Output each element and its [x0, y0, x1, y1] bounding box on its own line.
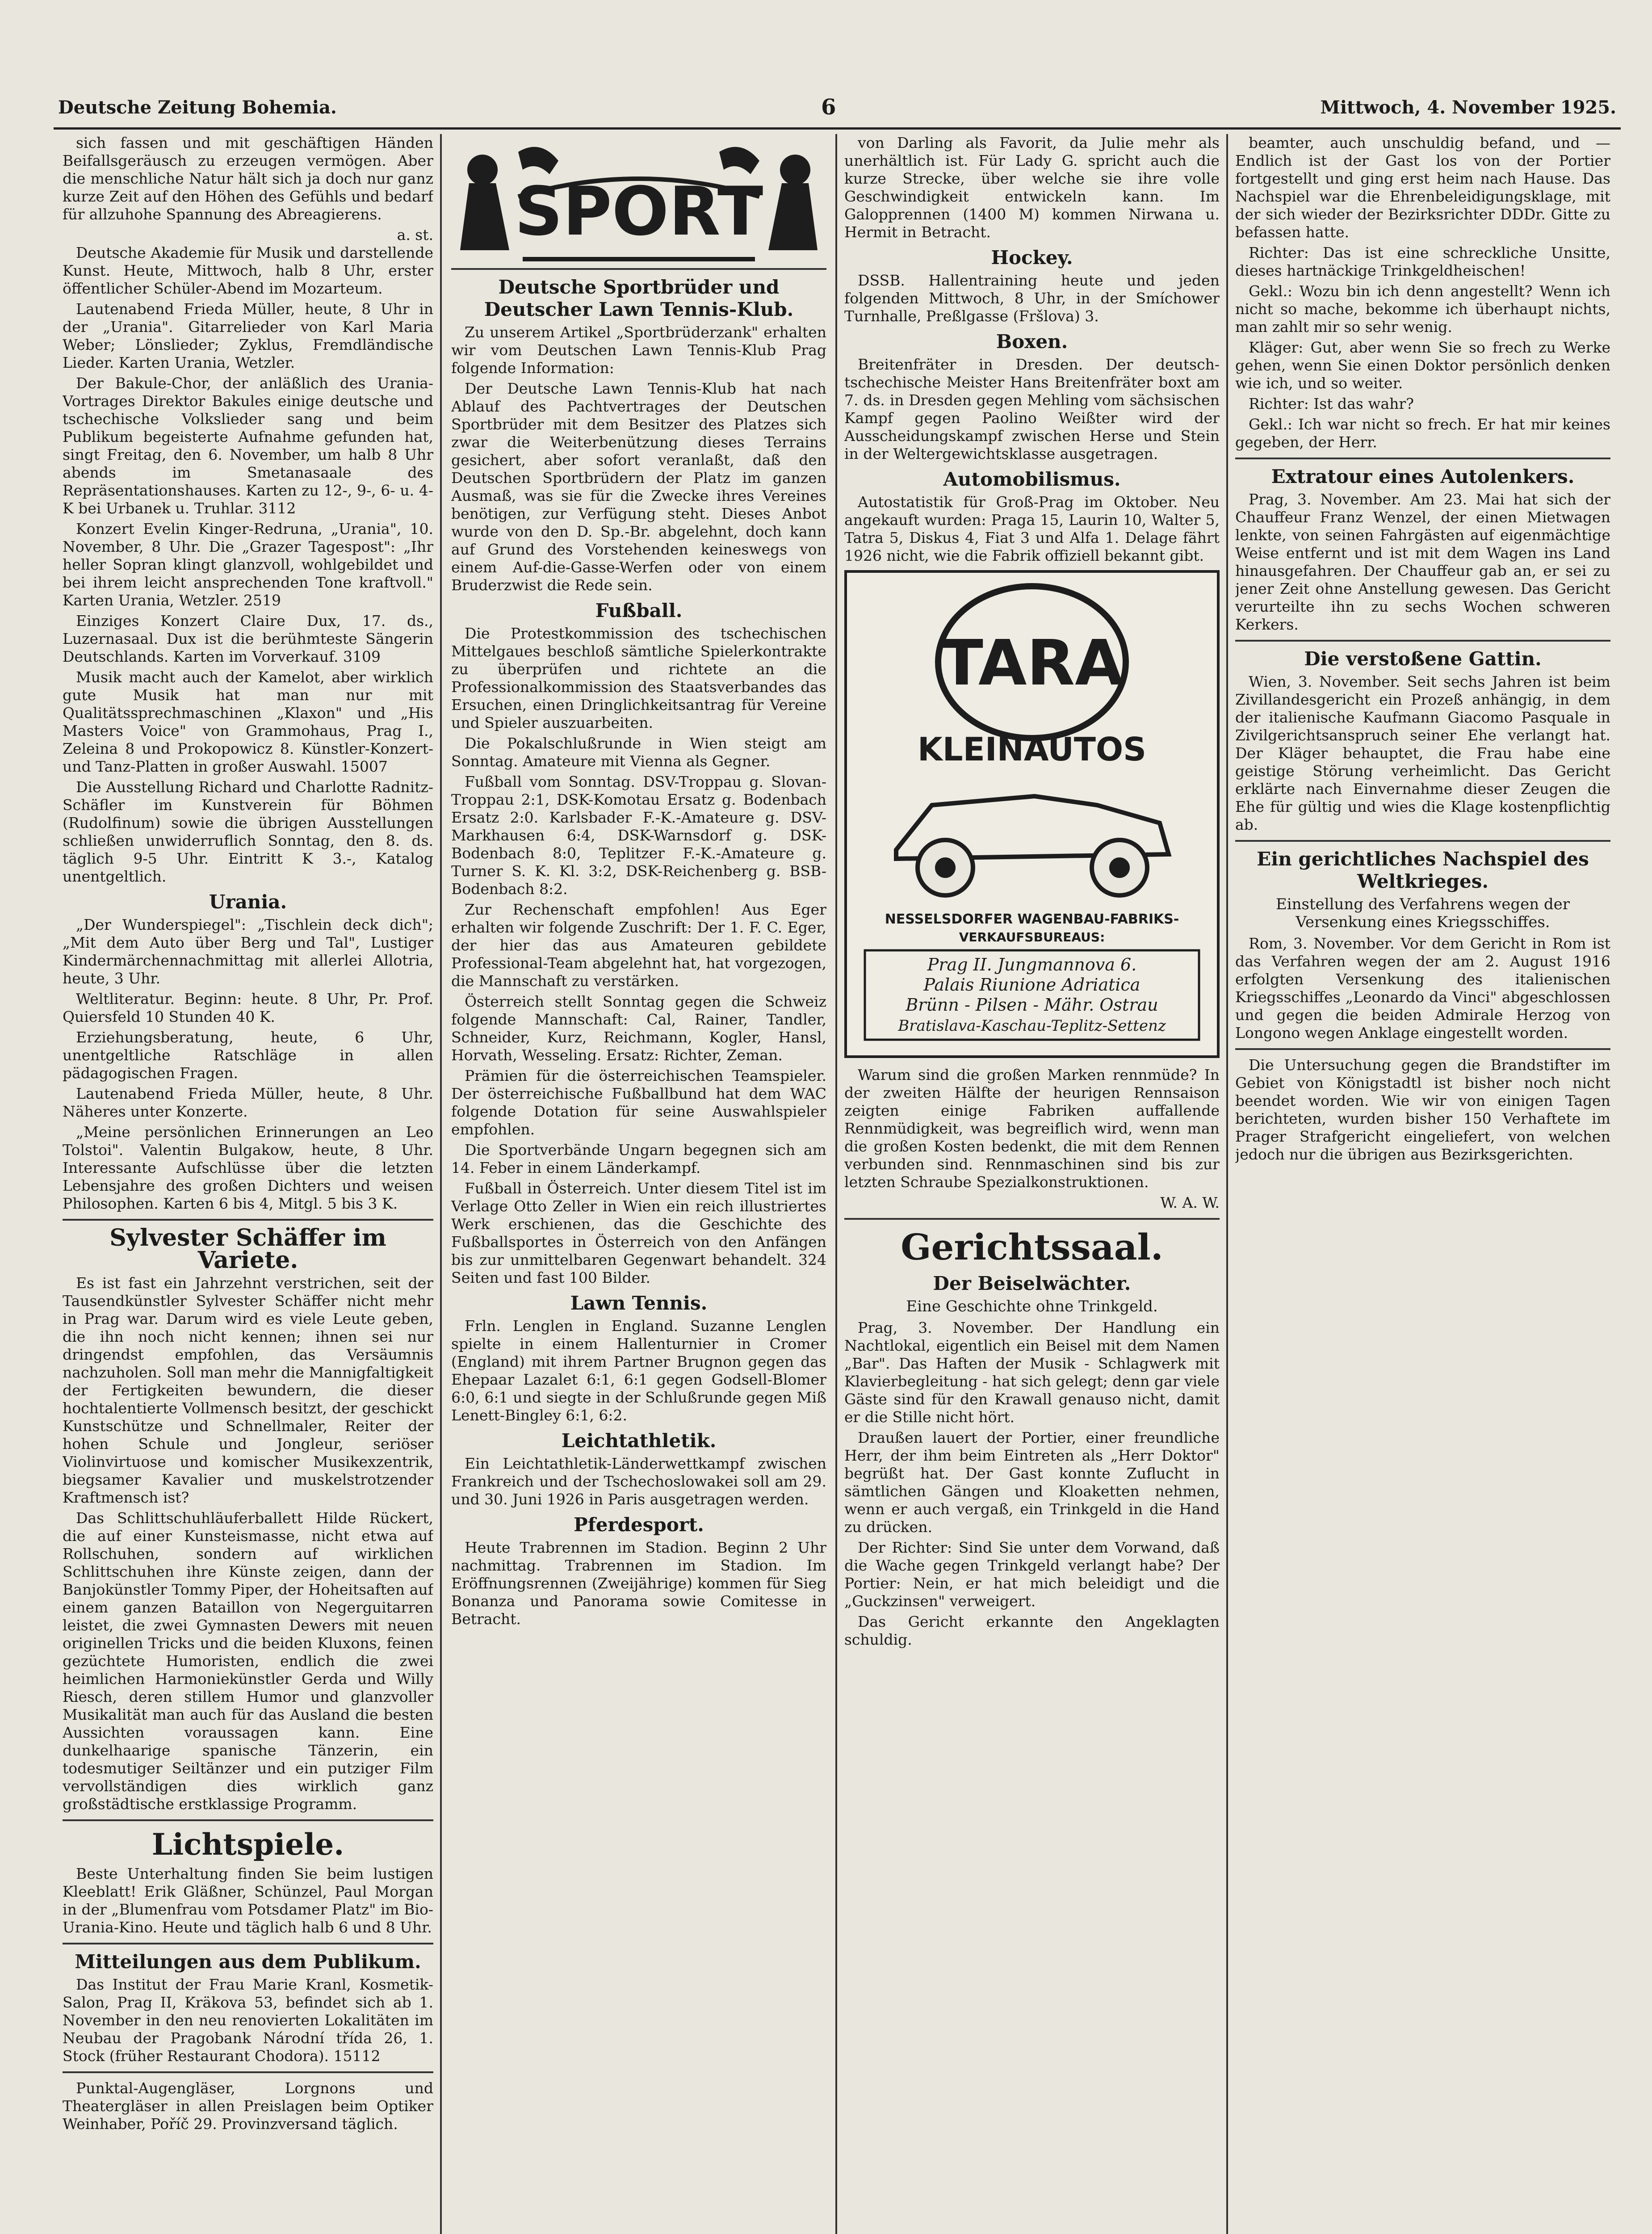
beisel-paragraph: Das Gericht erkannte den Angeklagten schuldig.	[844, 1613, 1220, 1648]
tara-address-2: Palais Riunione Adriatica	[923, 975, 1140, 995]
schaeffer-paragraph: Das Schlittschuhläuferballett Hilde Rückert, die auf einer Kunsteismasse, nicht etwa auf Rollschuhen, sondern auf wirklichen Schlittschuhen ihre Künste zeigen, dann der Banjokünstler Tommy Piper, der Hoheitsaften auf einem ganzen Bataillon von Negerguitarren leistet, die zwei Gymnasten Dewers mit neuen originellen Tricks und die beiden Kluxons, feinen gezüchtete Humoristen, endlich die zwei heimlichen Harmoniekünstler Gerda und Willy Riesch, deren stillem Humor und glanzvoller Musikalität man auch für das Ausland die besten Aussichten voraussagen kann. Eine dunkelhaarige spanische Tänzerin, ein todesmutiger Seiltänzer und ein putziger Film vervollständigen dies wirklich ganz großstädtische erstklassige Programm.	[63, 1509, 433, 1813]
tara-ad-illustration	[847, 573, 1217, 1050]
beisel-continued: beamter, auch unschuldig befand, und — Endlich ist der Gast los von der Portier fortgestellt und ging erst heim nach Hause. Das Nachspiel war die Ehrenbeleidigungsklage, mit der sich wieder der Bezirksrichter DDDr. Gitte zu befassen hatte.	[1235, 134, 1610, 241]
nachspiel-subheading: Einstellung des Verfahrens wegen der Versenkung eines Kriegsschiffes.	[1275, 895, 1570, 931]
mitteilungen-text: Das Institut der Frau Marie Kranl, Kosmetik-Salon, Prag II, Kräkova 53, befindet sich ab 1. November in den neu renovierten Lokalitäten im Neubau der Pragobank Národní třída 26, 1. Stock (früher Restaurant Chodora). 15112	[63, 1976, 433, 2065]
lichtspiele-heading: Lichtspiele.	[151, 1827, 344, 1862]
court-dialog-line: Gekl.: Wozu bin ich denn angestellt? Wenn ich nicht so mache, bekomme ich überhaupt nichts, man zahlt mir so sehr wenig.	[1235, 282, 1610, 336]
hockey-heading: Hockey.	[991, 247, 1073, 269]
beisel-paragraph: Draußen lauert der Portier, einer freundliche Herr, der ihm beim Eintreten als „Herr Doktor" begrüßt hat. Der Gast konnte Zuflucht in sämtlichen Gängen und Kloaketten nehmen, wenn er auch vergaß, ein Trinkgeld in die Hand zu drücken.	[844, 1429, 1220, 1536]
sport-banner-word: SPORT	[514, 173, 763, 251]
leichtathletik-text: Ein Leichtathletik-Länderwettkampf zwischen Frankreich und der Tschechoslowakei soll am 29. und 30. Juni 1926 in Paris ausgetragen werden.	[451, 1455, 826, 1508]
urania-item: Lautenabend Frieda Müller, heute, 8 Uhr. Näheres unter Konzerte.	[63, 1085, 433, 1120]
marken-text: Warum sind die großen Marken rennmüde? In der zweiten Hälfte der heurigen Rennsaison zeigten einige Fabriken auffallende Rennmüdigkeit, was begreiflich wird, wenn man die großen Kosten bedenkt, die mit dem Rennen verbunden sind. Rennmaschinen sind bis zur letzten Schraube Spezialkonstruktionen.	[844, 1066, 1220, 1191]
auto-heading: Automobilismus.	[943, 468, 1121, 490]
fussball-heading: Fußball.	[595, 600, 683, 621]
tara-address-3: Brünn - Pilsen - Mähr. Ostrau	[906, 995, 1158, 1015]
lawn-paragraph: Der Deutsche Lawn Tennis-Klub hat nach Ablauf des Pachtvertrages der Deutschen Sportbrüder mit dem Besitzer des Platzes sich zwar die Weiterbenützung dieses Terrains gesichert, aber sofort veranlaßt, daß den Deutschen Sportbrüdern der Platz im ganzen Ausmaß, was sie für die Zwecke ihres Vereines benötigen, zur Verfügung steht. Dieses Anbot wurde von den D. Sp.-Br. abgelehnt, doch kann auf Grund des Vorstehenden keineswegs von einem Auf-die-Gasse-Werfen oder von einem Bruderzwist die Rede sein.	[451, 380, 826, 594]
sport-banner-illustration	[451, 134, 826, 268]
section-rule	[63, 2071, 433, 2073]
section-rule	[1235, 458, 1610, 459]
boxen-heading: Boxen.	[996, 331, 1068, 353]
extratour-heading: Extratour eines Autolenkers.	[1271, 466, 1575, 487]
section-rule	[1235, 840, 1610, 842]
nachspiel-text: Rom, 3. November. Vor dem Gericht in Rom ist das Verfahren wegen der am 2. August 1916 erfolgten Versenkung des italienischen Kriegsschiffes „Leonardo da Vinci" abgeschlossen und gegen die beiden Admirale Herzog von Longono wegen Anklage eingestellt worden.	[1235, 935, 1610, 1041]
masthead-left: Deutsche Zeitung Bohemia.	[58, 97, 337, 118]
urania-item: Erziehungsberatung, heute, 6 Uhr, unentgeltliche Ratschläge in allen pädagogischen Fragen.	[63, 1029, 433, 1082]
section-rule	[63, 1219, 433, 1221]
marken-signature: W. A. W.	[1160, 1194, 1220, 1211]
fussball-paragraph: Österreich stellt Sonntag gegen die Schweiz folgende Mannschaft: Cal, Rainer, Tandler, Schneider, Kurz, Reichmann, Kogler, Hansl, Horvath, Wesseling. Ersatz: Richter, Zeman.	[451, 993, 826, 1064]
notice: Lautenabend Frieda Müller, heute, 8 Uhr in der „Urania". Gitarrelieder von Karl Maria Weber; Lönslieder; Zyklus, Fremdländische Lieder. Karten Urania, Wetzler.	[63, 300, 433, 371]
urania-item: „Der Wunderspiegel": „Tischlein deck dich"; „Mit dem Auto über Berg und Tal", Lustiger Kindermärchennachmittag mit allerlei Allotria, heute, 3 Uhr.	[63, 916, 433, 987]
column-4	[1235, 134, 1610, 2234]
fussball-paragraph: Fußball in Österreich. Unter diesem Titel ist im Verlage Otto Zeller in Wien ein reich illustriertes Werk erschienen, das die Geschichte des Fußballsportes in Österreich von den Anfängen bis zur unmittelbaren Gegenwart behandelt. 324 Seiten und fast 100 Bilder.	[451, 1180, 826, 1286]
page-header	[58, 92, 1616, 123]
pferde-continued: von Darling als Favorit, da Julie mehr als unerhältlich ist. Für Lady G. spricht auch die kurze Strecke, über welche sie ihre volle Geschwindigkeit entwickeln kann. Im Galopprennen (1400 M) kommen Nirwana u. Hermit in Betracht.	[844, 134, 1220, 241]
court-dialog-line: Richter: Ist das wahr?	[1249, 395, 1414, 412]
column-divider	[1226, 134, 1228, 2234]
notice: Deutsche Akademie für Musik und darstellende Kunst. Heute, Mittwoch, halb 8 Uhr, erster öffentlicher Schüler-Abend im Mozarteum.	[63, 244, 433, 297]
section-rule	[844, 1218, 1220, 1220]
court-dialog-line: Richter: Das ist eine schreckliche Unsitte, dieses hartnäckige Trinkgeldheischen!	[1235, 244, 1610, 279]
gattin-heading: Die verstoßene Gattin.	[1304, 648, 1542, 670]
notice: Die Ausstellung Richard und Charlotte Radnitz-Schäfler im Kunstverein für Böhmen (Rudolfinum) sowie die übrigen Ausstellungen schließen unwiderruflich Sonntag, den 8. ds. täglich 9-5 Uhr. Eintritt K 3.-, Katalog unentgeltlich.	[63, 778, 433, 885]
column-2	[451, 134, 826, 2234]
notice: Musik macht auch der Kamelot, aber wirklich gute Musik hat man nur mit Qualitätssprechmaschinen „Klaxon" und „His Masters Voice" von Grammohaus, Prag I., Zeleina 8 und Prokopowicz 8. Künstler-Konzert- und Tanz-Platten in großer Auswahl. 15007	[63, 668, 433, 775]
masthead-right: Mittwoch, 4. November 1925.	[1320, 97, 1616, 118]
section-rule	[1235, 1048, 1610, 1050]
lawn-paragraph: Zu unserem Artikel „Sportbrüderzank" erhalten wir vom Deutschen Lawn Tennis-Klub Prag folgende Information:	[451, 323, 826, 377]
schaeffer-heading: Sylvester Schäffer im Variete.	[109, 1224, 386, 1274]
lawn-tennis-heading: Lawn Tennis.	[570, 1292, 708, 1314]
pferdesport-heading: Pferdesport.	[574, 1514, 704, 1536]
fussball-paragraph: Die Sportverbände Ungarn begegnen sich am 14. Feber in einem Länderkampf.	[451, 1141, 826, 1176]
page-number: 6	[821, 95, 836, 120]
extratour-text: Prag, 3. November. Am 23. Mai hat sich der Chauffeur Franz Wenzel, der einen Mietwagen lenkte, von seinen Fahrgästen auf eigenmächtige Weise entfernt und ist mit dem Wagen ins Land hinausgefahren. Der Chauffeur gab an, er sei zu jener Zeit ohne Anstellung gewesen. Das Gericht verurteilte ihn zu sechs Wochen schweren Kerkers.	[1235, 491, 1610, 633]
notice: Der Bakule-Chor, der anläßlich des Urania-Vortrages Direktor Bakules einige deutsche und tschechische Volkslieder sang und beim Publikum begeisterte Aufnahme gefunden hat, singt Freitag, den 6. November, um halb 8 Uhr abends im Smetanasaale des Repräsentationshauses. Karten zu 12-, 9-, 6- u. 4- K bei Urbanek u. Truhlar. 3112	[63, 374, 433, 517]
gerichtssaal-heading: Gerichtssaal.	[901, 1226, 1163, 1268]
mitteilungen-heading: Mitteilungen aus dem Publikum.	[75, 1951, 421, 1973]
review-signature: a. st.	[397, 226, 433, 244]
nachspiel-heading: Ein gerichtliches Nachspiel des Weltkrieges.	[1257, 848, 1589, 892]
lawn-heading: Deutsche Sportbrüder und Deutscher Lawn Tennis-Klub.	[484, 276, 794, 320]
optician-notice: Punktal-Augengläser, Lorgnons und Theatergläser in allen Preislagen beim Optiker Weinhaber, Poříč 29. Provinzversand täglich.	[63, 2079, 433, 2133]
tara-maker: NESSELSDORFER WAGENBAU-FABRIKS-	[885, 911, 1179, 927]
section-rule	[63, 1819, 433, 1821]
car-drawing	[896, 796, 1169, 895]
auto-text: Autostatistik für Groß-Prag im Oktober. Neu angekauft wurden: Praga 15, Laurin 10, Walter 5, Tatra 5, Diskus 4, Fiat 3 und Alfa 1. Delage fährt 1926 nicht, wie die Fabrik offiziell bekannt gibt.	[844, 493, 1220, 564]
section-heading-urania: Urania.	[209, 891, 287, 913]
urania-item: „Meine persönlichen Erinnerungen an Leo Tolstoi". Valentin Bulgakow, heute, 8 Uhr. Interessante Aufschlüsse über die letzten Lebensjahre des großen Dichters und weisen Philosophen. Karten 6 bis 4, Mitgl. 5 bis 3 K.	[63, 1123, 433, 1212]
fussball-paragraph: Prämien für die österreichischen Teamspieler. Der österreichische Fußballbund hat dem WAC folgende Dotation für seine Auswahlspieler empfohlen.	[451, 1067, 826, 1138]
beisel-subheading: Eine Geschichte ohne Trinkgeld.	[906, 1298, 1158, 1315]
tara-subtitle: KLEINAUTOS	[917, 731, 1147, 768]
gattin-text: Wien, 3. November. Seit sechs Jahren ist beim Zivillandesgericht ein Prozeß anhängig, in dem der italienische Kaufmann Giacomo Pasquale in Zivilgerichtsanspruch seiner Ehe verlangt hat. Der Kläger behauptet, die Frau habe eine geistige Störung verheimlicht. Das Gericht erklärte nach Einvernahme dieser Zeugen die Ehe für gültig und wies die Klage kostenpflichtig ab.	[1235, 673, 1610, 833]
urania-item: Weltliteratur. Beginn: heute. 8 Uhr, Pr. Prof. Quiersfeld 10 Stunden 40 K.	[63, 990, 433, 1025]
notice: Konzert Evelin Kinger-Redruna, „Urania", 10. November, 8 Uhr. Die „Grazer Tagespost": „Ihr heller Sopran klingt glanzvoll, wohlgebildet und bei ihrem leicht ansprechenden Tone kraftvoll." Karten Urania, Wetzler. 2519	[63, 520, 433, 609]
fussball-paragraph: Die Pokalschlußrunde in Wien steigt am Sonntag. Amateure mit Vienna als Gegner.	[451, 735, 826, 770]
tara-sales-offices: VERKAUFSBUREAUS:	[959, 930, 1105, 945]
boxen-text: Breitenfräter in Dresden. Der deutsch-tschechische Meister Hans Breitenfräter boxt am 7. ds. in Dresden gegen Mehling vom sächsischen Kampf gegen Paolino Weißter wird der Ausscheidungskampf zwischen Herse und Stein in der Weltergewichtsklasse ausgetragen.	[844, 356, 1220, 462]
leichtathletik-heading: Leichtathletik.	[561, 1430, 717, 1452]
lichtspiele-text: Beste Unterhaltung finden Sie beim lustigen Kleeblatt! Erik Gläßner, Schünzel, Paul Morgan in der „Blumenfrau vom Potsdamer Platz" im Bio-Urania-Kino. Heute und täglich halb 6 und 8 Uhr.	[63, 1865, 433, 1936]
tara-address-1: Prag II. Jungmannova 6.	[927, 955, 1137, 974]
court-dialog-line: Kläger: Gut, aber wenn Sie so frech zu Werke gehen, wenn Sie einen Doktor persönlich denken wie ich, und so weiter.	[1235, 339, 1610, 392]
review-ending: sich fassen und mit geschäftigen Händen Beifallsgeräusch zu erzeugen vermögen. Aber die menschliche Natur hält sich ja doch nur ganz kurze Zeit auf den Höhen des Gefühls und bedarf für allzuhohe Spannung des Abreagierens.	[63, 134, 433, 223]
notice: Einziges Konzert Claire Dux, 17. ds., Luzernasaal. Dux ist die berühmteste Sängerin Deutschlands. Karten im Vorverkauf. 3109	[63, 612, 433, 665]
fussball-paragraph: Zur Rechenschaft empfohlen! Aus Eger erhalten wir folgende Zuschrift: Der 1. F. C. Eger, der hier das aus Amateuren gebildete Professional-Team abgelehnt hat, hat vorgezogen, die Mannschaft zu verstärken.	[451, 901, 826, 990]
section-rule	[63, 1943, 433, 1944]
column-1	[63, 134, 433, 2234]
sport-banner	[451, 134, 826, 270]
column-divider	[835, 134, 837, 2234]
brandstifter-text: Die Untersuchung gegen die Brandstifter im Gebiet von Königstadtl ist bisher noch nicht beendet worden. Wie wir von einigen Tagen berichteten, wurden bisher 150 Verhaftete im Prager Strafgericht eingeliefert, von welchen jedoch nur die übrigen aus Bezirksgerichten.	[1235, 1056, 1610, 1163]
header-rule	[54, 127, 1621, 130]
column-divider	[440, 134, 442, 2234]
tara-logo: TARA	[940, 627, 1124, 700]
pferdesport-text: Heute Trabrennen im Stadion. Beginn 2 Uhr nachmittag. Trabrennen im Stadion. Im Eröffnungsrennen (Zweijährige) kommen für Sieg Bonanza und Panorama sowie Comitesse in Betracht.	[451, 1539, 826, 1628]
beisel-paragraph: Prag, 3. November. Der Handlung ein Nachtlokal, eigentlich ein Beisel mit dem Namen „Bar". Das Haften der Musik - Schlagwerk mit Klavierbegleitung - hat sich gelegt; denn gar viele Gäste sind für den Krawall genauso nicht, damit er die Stille nicht hört.	[844, 1319, 1220, 1426]
lawn-tennis-text: Frln. Lenglen in England. Suzanne Lenglen spielte in einem Hallenturnier in Cromer (England) mit ihrem Partner Brugnon gegen das Ehepaar Lazalet 6:1, 6:1 gegen Godsell-Blomer 6:0, 6:1 und siegte in der Schlußrunde gegen Miß Lenett-Bingley 6:1, 6:2.	[451, 1317, 826, 1424]
section-rule	[1235, 640, 1610, 642]
tara-address-4: Bratislava-Kaschau-Teplitz-Settenz	[898, 1017, 1166, 1035]
court-dialog-line: Gekl.: Ich war nicht so frech. Er hat mir keines gegeben, der Herr.	[1235, 416, 1610, 451]
schaeffer-paragraph: Es ist fast ein Jahrzehnt verstrichen, seit der Tausendkünstler Sylvester Schäffer nicht mehr in Prag war. Darum wird es viele Leute geben, die ihn noch nicht kennen; ihnen sei nur dringendst empfohlen, das Versäumnis nachzuholen. Soll man mehr die Mannigfaltigkeit der Fertigkeiten bewundern, die dieser hochtalentierte Vollmensch besitzt, der geschickt Kunstschütze und Schnellmaler, Reiter der hohen Schule und Jongleur, seriöser Violinvirtuose und komischer Musikexzentrik, biegsamer Kavalier und muskelstrotzender Kraftmensch ist?	[63, 1274, 433, 1506]
fussball-paragraph: Fußball vom Sonntag. DSV-Troppau g. Slovan-Troppau 2:1, DSK-Komotau Ersatz g. Bodenbach Ersatz 2:0. Karlsbader F.-K.-Amateure g. DSV-Markhausen 6:4, DSK-Warnsdorf g. DSK-Bodenbach 8:0, Teplitzer F.-K.-Amateure g. Turner S. K. Kl. 3:2, DSK-Reichenberg g. BSB-Bodenbach 8:2.	[451, 773, 826, 898]
hockey-text: DSSB. Hallentraining heute und jeden folgenden Mittwoch, 8 Uhr, in der Smíchower Turnhalle, Preßlgasse (Fršlova) 3.	[844, 272, 1220, 325]
beisel-heading: Der Beiselwächter.	[933, 1272, 1131, 1294]
fussball-paragraph: Die Protestkommission des tschechischen Mittelgaues beschloß sämtliche Spielerkontrakte zu überprüfen und richtete an die Professionalkommission des Staatsverbandes das Ersuchen, einen Dringlichkeitsantrag für Vereine und Spieler auszuarbeiten.	[451, 625, 826, 731]
beisel-paragraph: Der Richter: Sind Sie unter dem Vorwand, daß die Wache gegen Trinkgeld verlangt habe? Der Portier: Nein, er hat mich beleidigt und die „Guckzinsen" verweigert.	[844, 1539, 1220, 1610]
column-3	[844, 134, 1220, 2234]
tara-advertisement	[844, 570, 1220, 1058]
